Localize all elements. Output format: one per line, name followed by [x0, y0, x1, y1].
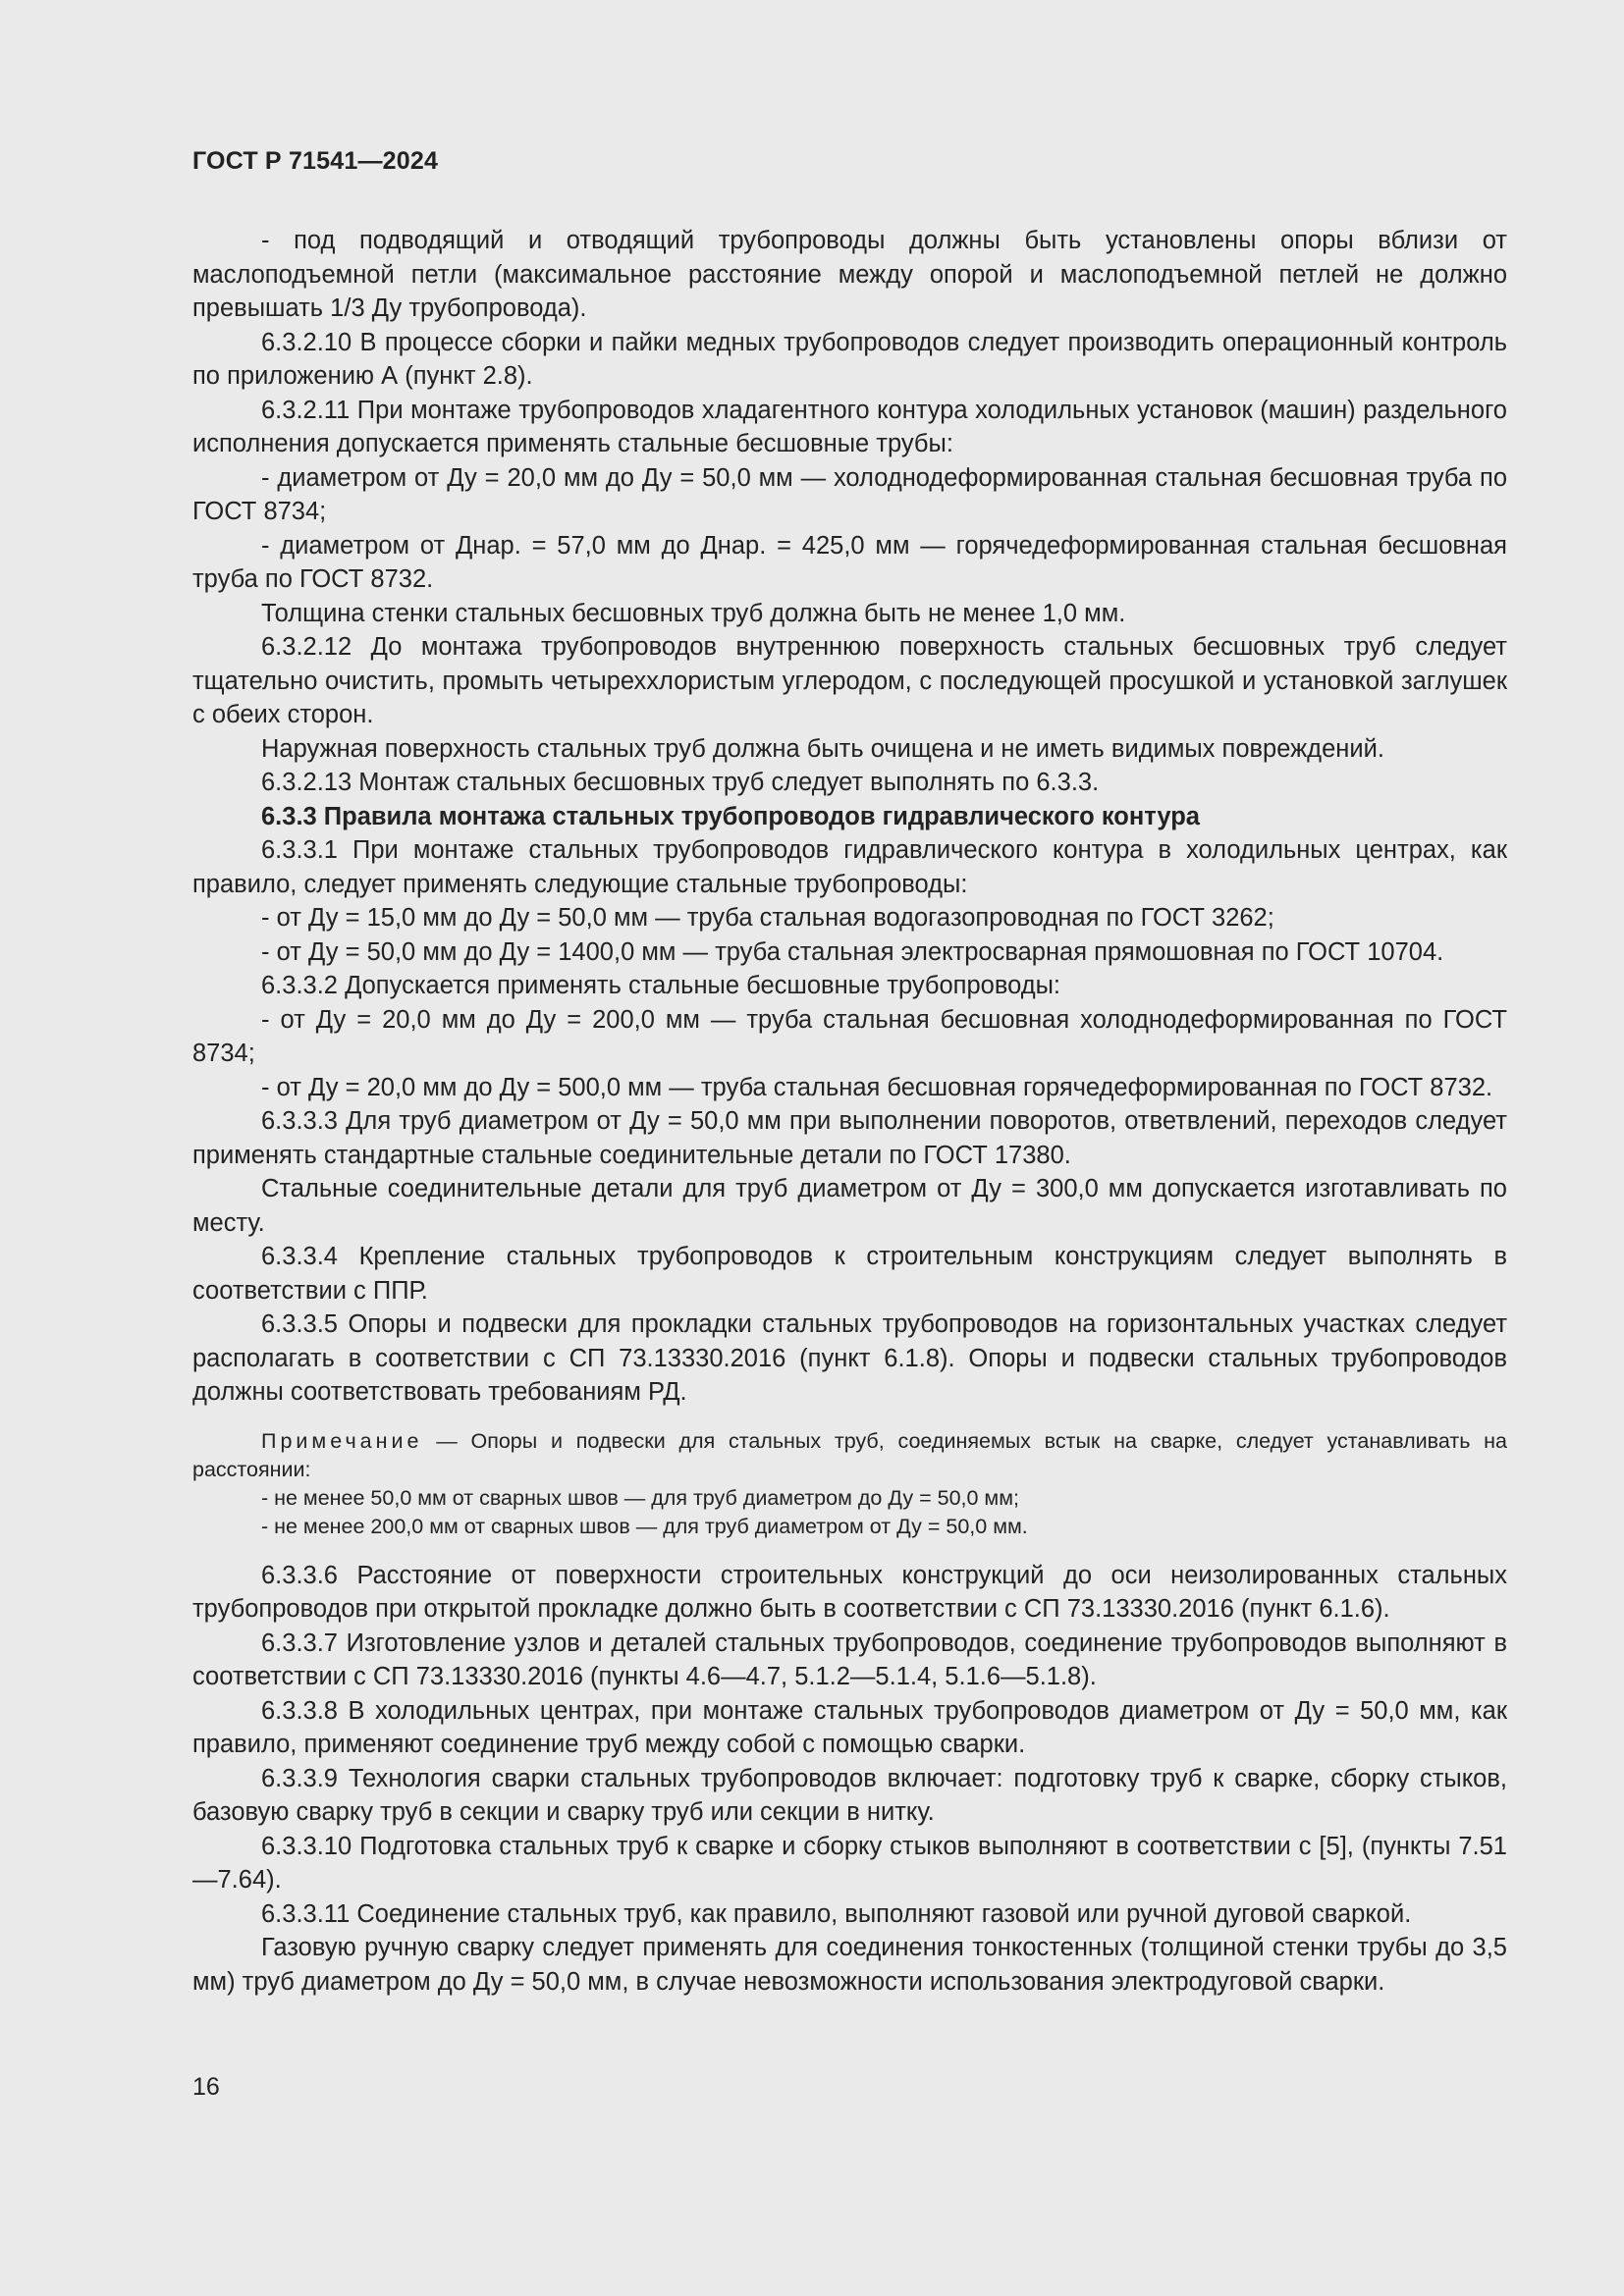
list-item: - от Ду = 50,0 мм до Ду = 1400,0 мм — труба стальная электросварная прямошовная по ГОСТ 10704.: [261, 937, 1444, 966]
list-item: - от Ду = 20,0 мм до Ду = 500,0 мм — труба стальная бесшовная горячедеформированная по ГОСТ 8732.: [261, 1073, 1493, 1101]
paragraph: 6.3.3.4 Крепление стальных трубопроводов к строительным конструкциям следует выполнять в соответствии с ППР.: [192, 1243, 1507, 1305]
paragraph: 6.3.2.13 Монтаж стальных бесшовных труб следует выполнять по 6.3.3.: [261, 769, 1100, 796]
note-item: - не менее 200,0 мм от сварных швов — для труб диаметром от Ду = 50,0 мм.: [261, 1514, 1028, 1538]
paragraph: 6.3.3.10 Подготовка стальных труб к сварке и сборку стыков выполняют в соответствии с [5], (пункты 7.51—7.64).: [192, 1832, 1507, 1894]
note-label: Примечание: [261, 1428, 423, 1453]
paragraph: 6.3.2.10 В процессе сборки и пайки медных трубопроводов следует производить операционный контроль по приложению А (пункт 2.8).: [192, 328, 1507, 390]
document-body: [192, 224, 1507, 1999]
page-number: 16: [192, 2073, 220, 2101]
paragraph: Наружная поверхность стальных труб должна быть очищена и не иметь видимых повреждений.: [261, 734, 1384, 763]
paragraph: 6.3.3.8 В холодильных центрах, при монтаже стальных трубопроводов диаметром от Ду = 50,0 мм, как правило, применяют соединение труб между собой с помощью сварки.: [192, 1696, 1507, 1758]
list-item: - от Ду = 15,0 мм до Ду = 50,0 мм — труба стальная водогазопроводная по ГОСТ 3262;: [261, 904, 1274, 932]
paragraph: 6.3.3.3 Для труб диаметром от Ду = 50,0 мм при выполнении поворотов, ответвлений, переходов следует применять стандартные стальные соединительные детали по ГОСТ 17380.: [192, 1107, 1507, 1169]
paragraph: 6.3.2.12 До монтажа трубопроводов внутреннюю поверхность стальных бесшовных труб следует тщательно очистить, промыть четыреххлористым углеродом, с последующей просушкой и установкой заглушек с обеих сторон.: [192, 633, 1507, 728]
paragraph: 6.3.3.5 Опоры и подвески для прокладки стальных трубопроводов на горизонтальных участках следует располагать в соответствии с СП 73.13330.2016 (пункт 6.1.8). Опоры и подвески стальных трубопроводов должны соответствовать требованиям РД.: [192, 1310, 1507, 1406]
paragraph: Стальные соединительные детали для труб диаметром от Ду = 300,0 мм допускается изготавливать по месту.: [192, 1175, 1507, 1237]
note-item: - не менее 50,0 мм от сварных швов — для труб диаметром до Ду = 50,0 мм;: [261, 1485, 1019, 1510]
list-item: - диаметром от Ду = 20,0 мм до Ду = 50,0 мм — холоднодеформированная стальная бесшовная труба по ГОСТ 8734;: [192, 463, 1507, 525]
section-heading: 6.3.3 Правила монтажа стальных трубопроводов гидравлического контура: [261, 802, 1200, 830]
list-item: - диаметром от Днар. = 57,0 мм до Днар. = 425,0 мм — горячедеформированная стальная бесшовная труба по ГОСТ 8732.: [192, 531, 1507, 593]
paragraph: 6.3.3.9 Технология сварки стальных трубопроводов включает: подготовку труб к сварке, сборку стыков, базовую сварку труб в секции и сварку труб или секции в нитку.: [192, 1764, 1507, 1826]
paragraph: - под подводящий и отводящий трубопроводы должны быть установлены опоры вблизи от маслоподъемной петли (максимальное расстояние между опорой и маслоподъемной петлей не должно превышать 1/3 Ду трубопровода).: [192, 227, 1507, 322]
document-header: ГОСТ Р 71541—2024: [192, 147, 439, 175]
paragraph: Газовую ручную сварку следует применять для соединения тонкостенных (толщиной стенки трубы до 3,5 мм) труб диаметром до Ду = 50,0 мм, в случае невозможности использования электродуговой сварки.: [192, 1934, 1507, 1996]
list-item: - от Ду = 20,0 мм до Ду = 200,0 мм — труба стальная бесшовная холоднодеформированная по ГОСТ 8734;: [192, 1005, 1507, 1067]
paragraph: 6.3.3.6 Расстояние от поверхности строительных конструкций до оси неизолированных стальных трубопроводов при открытой прокладке должно быть в соответствии с СП 73.13330.2016 (пункт 6.1.6).: [192, 1561, 1507, 1623]
note: [192, 1427, 1507, 1484]
paragraph: 6.3.3.2 Допускается применять стальные бесшовные трубопроводы:: [261, 972, 1061, 999]
paragraph: 6.3.2.11 При монтаже трубопроводов хладагентного контура холодильных установок (машин) раздельного исполнения допускается применять стальные бесшовные трубы:: [192, 396, 1507, 457]
paragraph: Толщина стенки стальных бесшовных труб должна быть не менее 1,0 мм.: [261, 599, 1126, 627]
paragraph: 6.3.3.11 Соединение стальных труб, как правило, выполняют газовой или ручной дуговой сваркой.: [261, 1899, 1412, 1928]
paragraph: 6.3.3.7 Изготовление узлов и деталей стальных трубопроводов, соединение трубопроводов выполняют в соответствии с СП 73.13330.2016 (пункты 4.6—4.7, 5.1.2—5.1.4, 5.1.6—5.1.8).: [192, 1629, 1507, 1690]
note-text: — Опоры и подвески для стальных труб, соединяемых встык на сварке, следует устанавливать на расстоянии:: [192, 1428, 1507, 1481]
paragraph: 6.3.3.1 При монтаже стальных трубопроводов гидравлического контура в холодильных центрах, как правило, следует применять следующие стальные трубопроводы:: [192, 836, 1507, 898]
